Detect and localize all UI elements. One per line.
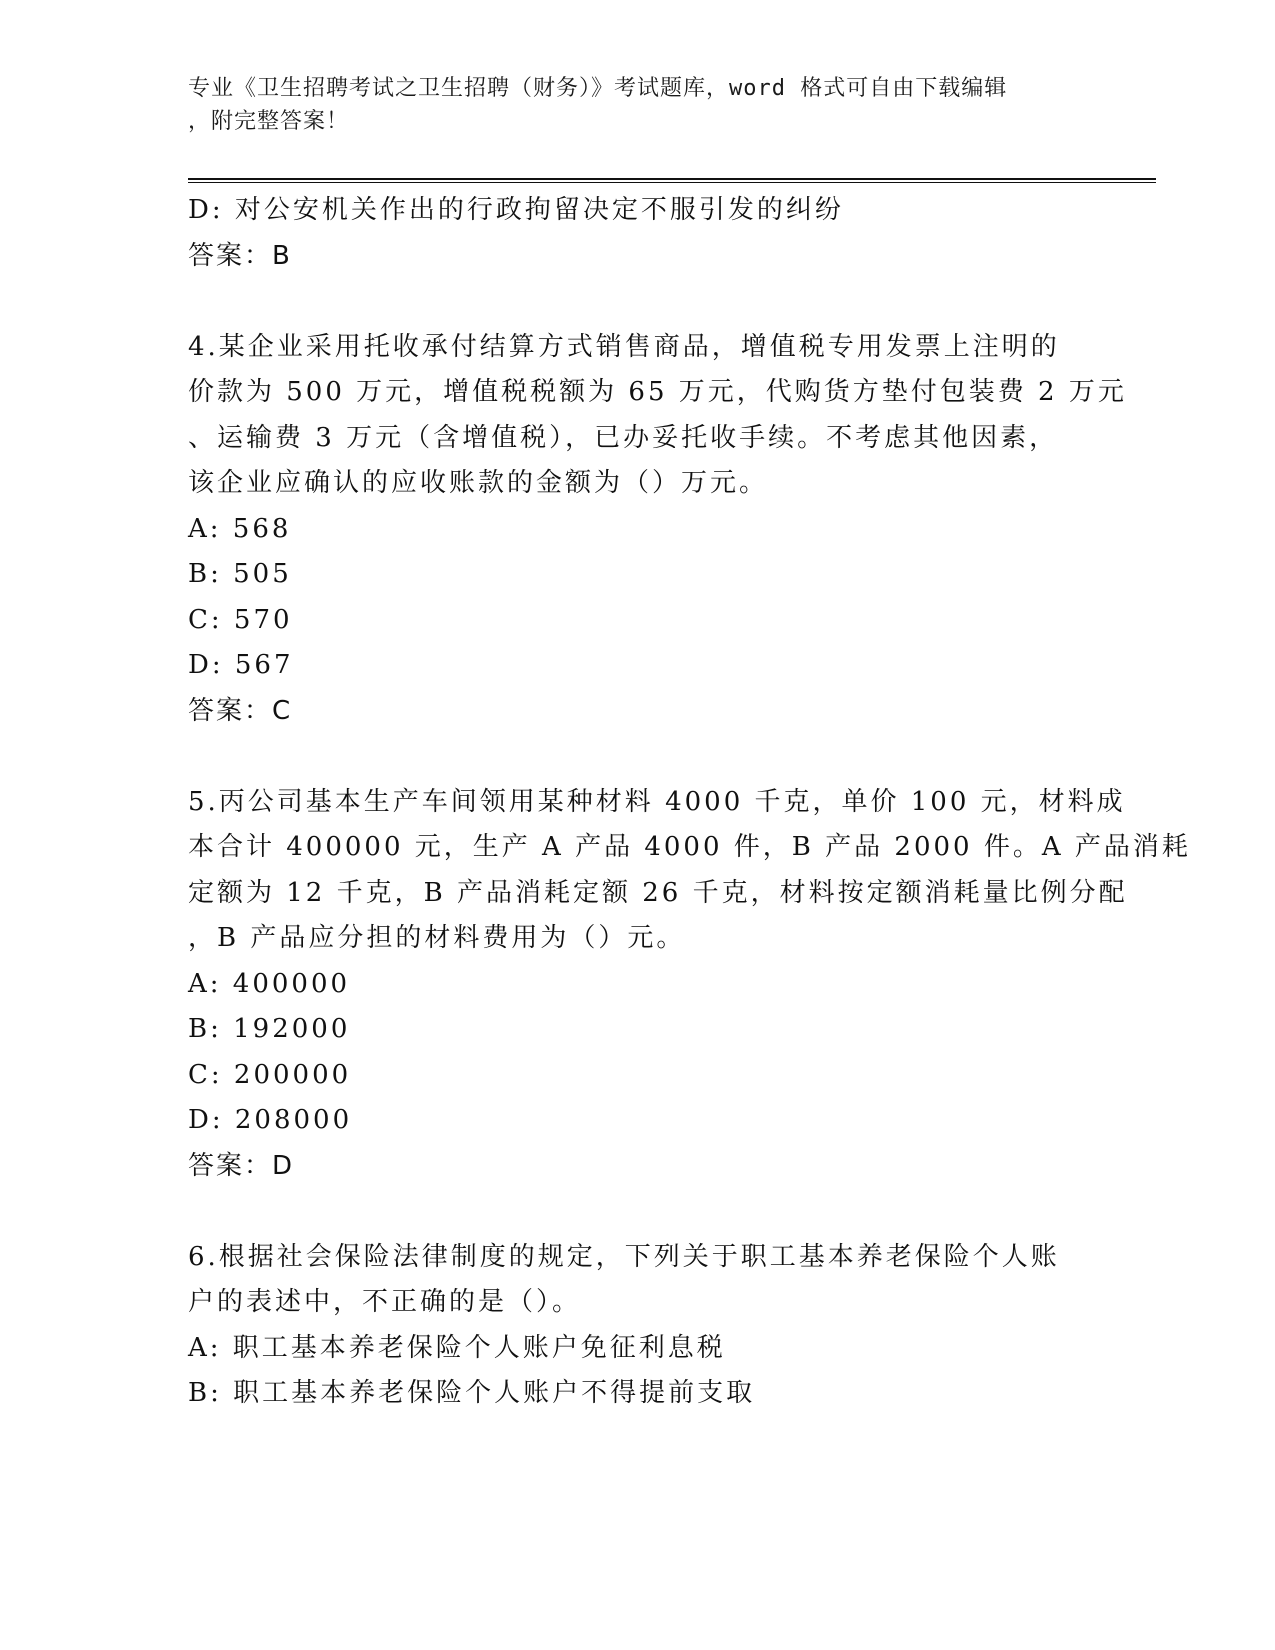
question-6-line-2: 户的表述中，不正确的是（）。 — [188, 1287, 582, 1317]
spacer — [188, 734, 1088, 780]
question-4-option-d: D: 567 — [188, 650, 294, 680]
question-5 — [188, 780, 1191, 1190]
question-5-option-c: C: 200000 — [188, 1059, 352, 1090]
question-4-line-1: 4.某企业采用托收承付结算方式销售商品，增值税专用发票上注明的 — [188, 331, 1060, 362]
prev-question-answer: 答案：B — [188, 240, 292, 271]
question-5-line-3: 定额为 12 千克，B 产品消耗定额 26 千克，材料按定额消耗量比例分配 — [188, 877, 1128, 908]
question-6-option-a: A: 职工基本养老保险个人账户免征利息税 — [188, 1332, 726, 1363]
question-5-option-d: D: 208000 — [188, 1105, 353, 1135]
spacer — [188, 1189, 1088, 1235]
question-6-line-1: 6.根据社会保险法律制度的规定，下列关于职工基本养老保险个人账 — [188, 1241, 1060, 1272]
header-line-2: ，附完整答案！ — [188, 109, 350, 134]
question-4-option-b: B: 505 — [188, 559, 292, 589]
page-header — [188, 72, 1088, 138]
header-divider — [188, 178, 1156, 183]
document-body — [188, 188, 1191, 1417]
question-4-option-a: A: 568 — [188, 513, 292, 544]
question-4-answer: 答案：C — [188, 695, 293, 726]
question-5-line-1: 5.丙公司基本生产车间领用某种材料 4000 千克，单价 100 元，材料成 — [188, 786, 1126, 817]
question-4-line-3: 、运输费 3 万元（含增值税），已办妥托收手续。不考虑其他因素， — [188, 422, 1059, 453]
question-5-answer: 答案：D — [188, 1150, 295, 1181]
question-4-line-4: 该企业应确认的应收账款的金额为（）万元。 — [188, 468, 769, 498]
question-4 — [188, 325, 1127, 735]
question-5-option-a: A: 400000 — [188, 968, 351, 999]
question-4-line-2: 价款为 500 万元，增值税税额为 65 万元，代购货方垫付包装费 2 万元 — [188, 377, 1127, 407]
question-6-option-b: B: 职工基本养老保险个人账户不得提前支取 — [188, 1378, 756, 1408]
spacer — [188, 279, 1088, 325]
question-4-option-c: C: 570 — [188, 604, 293, 635]
question-5-line-4: ，B 产品应分担的材料费用为（）元。 — [188, 923, 686, 953]
question-5-line-2: 本合计 400000 元，生产 A 产品 4000 件，B 产品 2000 件。A 产品消耗 — [188, 832, 1191, 862]
prev-question-option-d: D: 对公安机关作出的行政拘留决定不服引发的纠纷 — [188, 195, 844, 225]
question-5-option-b: B: 192000 — [188, 1014, 351, 1044]
question-6 — [188, 1235, 1088, 1417]
header-line-1: 专业《卫生招聘考试之卫生招聘（财务）》考试题库，word 格式可自由下载编辑 — [188, 76, 1008, 101]
